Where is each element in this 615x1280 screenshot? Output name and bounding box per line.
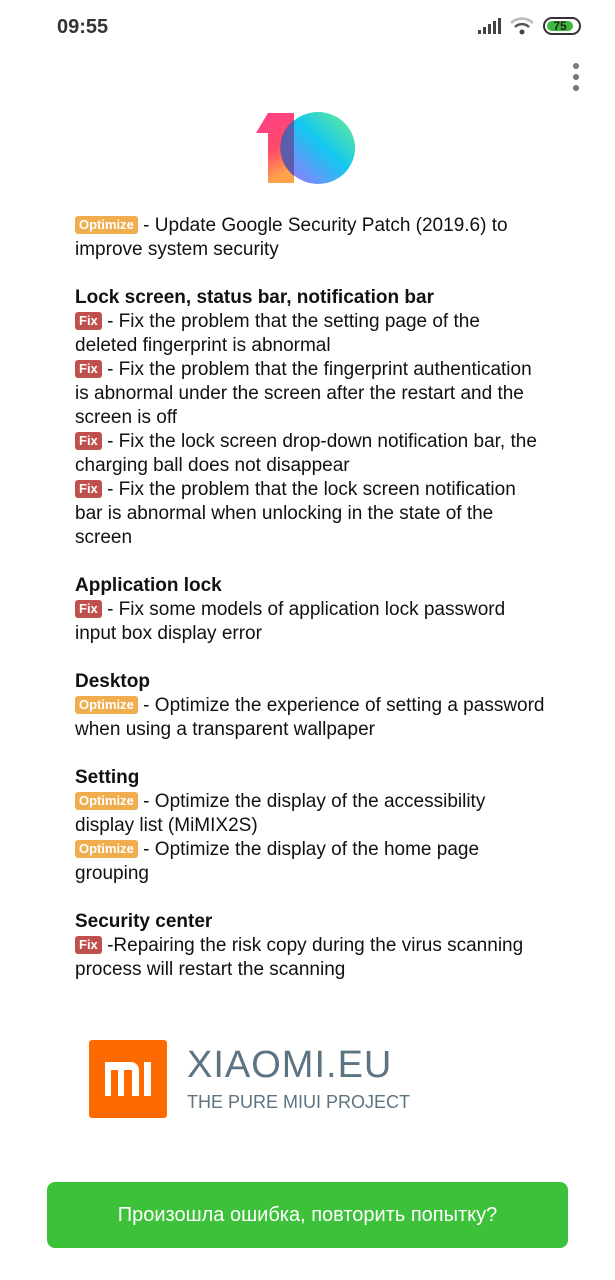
intro-item xyxy=(75,214,545,262)
item-text: -Repairing the risk copy during the virus scanning process will restart the scanning xyxy=(75,935,524,980)
brand-subtitle: THE PURE MIUI PROJECT xyxy=(187,1092,411,1112)
list-item xyxy=(75,838,545,886)
changelog-section xyxy=(75,574,545,646)
miui-10-logo xyxy=(256,110,360,186)
list-item xyxy=(75,310,545,358)
optimize-badge: Optimize xyxy=(75,792,138,810)
list-item xyxy=(75,430,545,478)
fix-badge: Fix xyxy=(75,936,102,954)
item-text: - Optimize the display of the home page grouping xyxy=(75,839,480,884)
signal-icon xyxy=(478,18,501,34)
changelog-scroll-area[interactable] xyxy=(0,215,615,1006)
item-text: - Optimize the experience of setting a password when using a transparent wallpaper xyxy=(75,695,545,740)
list-item xyxy=(75,694,545,742)
brand-title: XIAOMI.EU xyxy=(187,1044,393,1086)
more-options-icon[interactable] xyxy=(573,63,579,91)
list-item xyxy=(75,934,545,982)
changelog-section xyxy=(75,910,545,982)
fix-badge: Fix xyxy=(75,432,102,450)
fix-badge: Fix xyxy=(75,600,102,618)
item-text: - Fix some models of application lock password input box display error xyxy=(75,599,506,644)
item-text: - Fix the problem that the lock screen notification bar is abnormal when unlocking in the state of the screen xyxy=(75,479,516,548)
section-title: Desktop xyxy=(75,671,150,692)
battery-icon xyxy=(543,17,581,35)
item-text: - Fix the lock screen drop-down notification bar, the charging ball does not disappear xyxy=(75,431,537,476)
list-item xyxy=(75,478,545,550)
section-title: Lock screen, status bar, notification bar xyxy=(75,287,434,308)
status-bar xyxy=(0,0,615,55)
xiaomi-eu-branding xyxy=(89,1040,410,1118)
changelog xyxy=(75,214,545,1006)
section-title: Application lock xyxy=(75,575,222,596)
list-item xyxy=(75,358,545,430)
section-title: Security center xyxy=(75,911,213,932)
item-text: - Fix the problem that the fingerprint authentication is abnormal under the screen after the restart and the screen is off xyxy=(75,359,532,428)
fix-badge: Fix xyxy=(75,480,102,498)
mi-logo xyxy=(89,1040,167,1118)
changelog-section xyxy=(75,286,545,550)
section-title: Setting xyxy=(75,767,140,788)
changelog-section xyxy=(75,670,545,742)
fix-badge: Fix xyxy=(75,312,102,330)
optimize-badge: Optimize xyxy=(75,216,138,234)
battery-level: 75 xyxy=(553,19,567,33)
fix-badge: Fix xyxy=(75,360,102,378)
list-item xyxy=(75,790,545,838)
retry-button[interactable]: Произошла ошибка, повторить попытку? xyxy=(47,1182,568,1248)
clock: 09:55 xyxy=(57,16,109,38)
item-text: - Update Google Security Patch (2019.6) to improve system security xyxy=(75,215,508,260)
optimize-badge: Optimize xyxy=(75,840,138,858)
wifi-icon xyxy=(509,16,535,36)
item-text: - Optimize the display of the accessibility display list (MiMIX2S) xyxy=(75,791,486,836)
changelog-section xyxy=(75,766,545,886)
item-text: - Fix the problem that the setting page of the deleted fingerprint is abnormal xyxy=(75,311,480,356)
optimize-badge: Optimize xyxy=(75,696,138,714)
list-item xyxy=(75,598,545,646)
